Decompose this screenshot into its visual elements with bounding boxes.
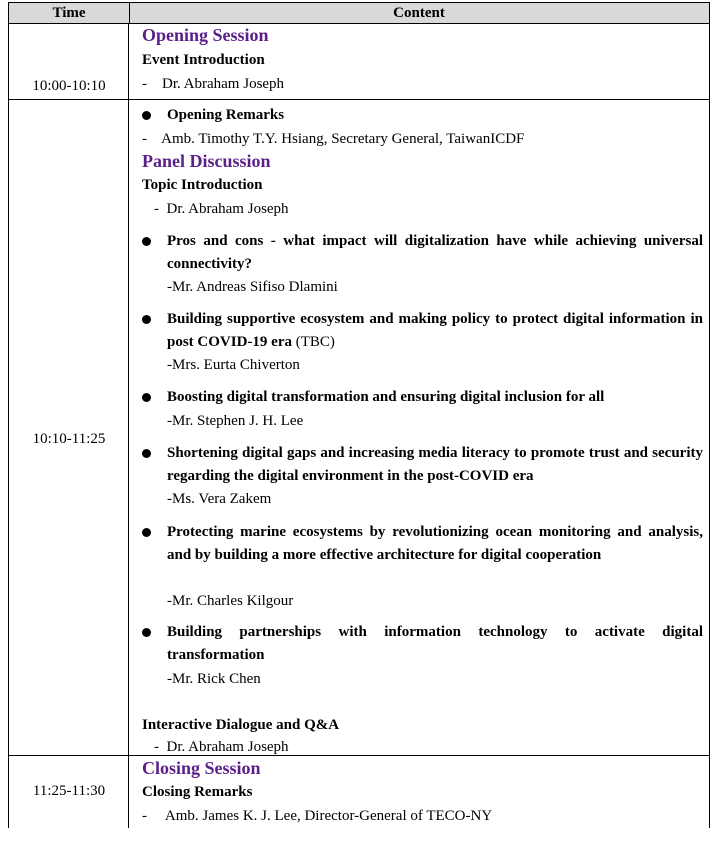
item-title: Interactive Dialogue and Q&A [142, 717, 340, 733]
agenda-row-opening [8, 24, 710, 100]
time-cell [9, 756, 129, 828]
item-title: Topic Introduction [142, 177, 263, 193]
agenda-row-closing [8, 756, 710, 828]
speaker: - Amb. Timothy T.Y. Hsiang, Secretary General, TaiwanICDF [142, 131, 525, 147]
time-cell [9, 24, 129, 99]
item-title: Event Introduction [142, 52, 265, 68]
speaker: -Mrs. Eurta Chiverton [167, 357, 300, 373]
speaker: - Amb. James K. J. Lee, Director-General of TECO-NY [142, 808, 493, 824]
speaker: -Mr. Rick Chen [167, 671, 261, 687]
bullet-icon [142, 111, 151, 120]
item-title: Shortening digital gaps and increasing media literacy to promote trust and security regarding the digital environment in the post-COVID era [167, 445, 703, 484]
item-title: Protecting marine ecosystems by revolutionizing ocean monitoring and analysis, and by building a more effective architecture for digital cooperation [167, 524, 703, 563]
speaker: - Dr. Abraham Joseph [142, 76, 285, 92]
speaker: -Mr. Andreas Sifiso Dlamini [167, 279, 338, 295]
bullet-icon [142, 315, 151, 324]
time-cell [9, 100, 129, 755]
item-title: Opening Remarks [167, 107, 285, 123]
item-title: Pros and cons - what impact will digitalization have while achieving universal connectivity? [167, 233, 703, 272]
bullet-icon [142, 628, 151, 637]
time-slot: 11:25-11:30 [32, 783, 106, 799]
item-title: Building supportive ecosystem and making policy to protect digital information in post COVID-19 era (TBC) [167, 311, 703, 350]
bullet-icon [142, 393, 151, 402]
speaker: -Ms. Vera Zakem [167, 491, 272, 507]
section-title: Closing Session [142, 758, 261, 778]
item-title: Building partnerships with information technology to activate digital transformation [167, 624, 703, 663]
table-header [8, 2, 710, 24]
time-slot: 10:00-10:10 [32, 78, 106, 94]
section-title: Opening Session [142, 25, 269, 45]
speaker: - Dr. Abraham Joseph [154, 739, 289, 755]
speaker: -Mr. Charles Kilgour [167, 593, 294, 609]
speaker: -Mr. Stephen J. H. Lee [167, 413, 304, 429]
bullet-icon [142, 237, 151, 246]
item-title: Closing Remarks [142, 784, 253, 800]
header-time: Time [9, 3, 130, 23]
section-title: Panel Discussion [142, 151, 271, 171]
time-slot: 10:10-11:25 [32, 431, 106, 447]
speaker: - Dr. Abraham Joseph [154, 201, 289, 217]
agenda-row-panel [8, 100, 710, 756]
bullet-icon [142, 449, 151, 458]
item-title: Boosting digital transformation and ensuring digital inclusion for all [167, 389, 605, 405]
bullet-icon [142, 528, 151, 537]
header-content: Content [393, 5, 445, 21]
